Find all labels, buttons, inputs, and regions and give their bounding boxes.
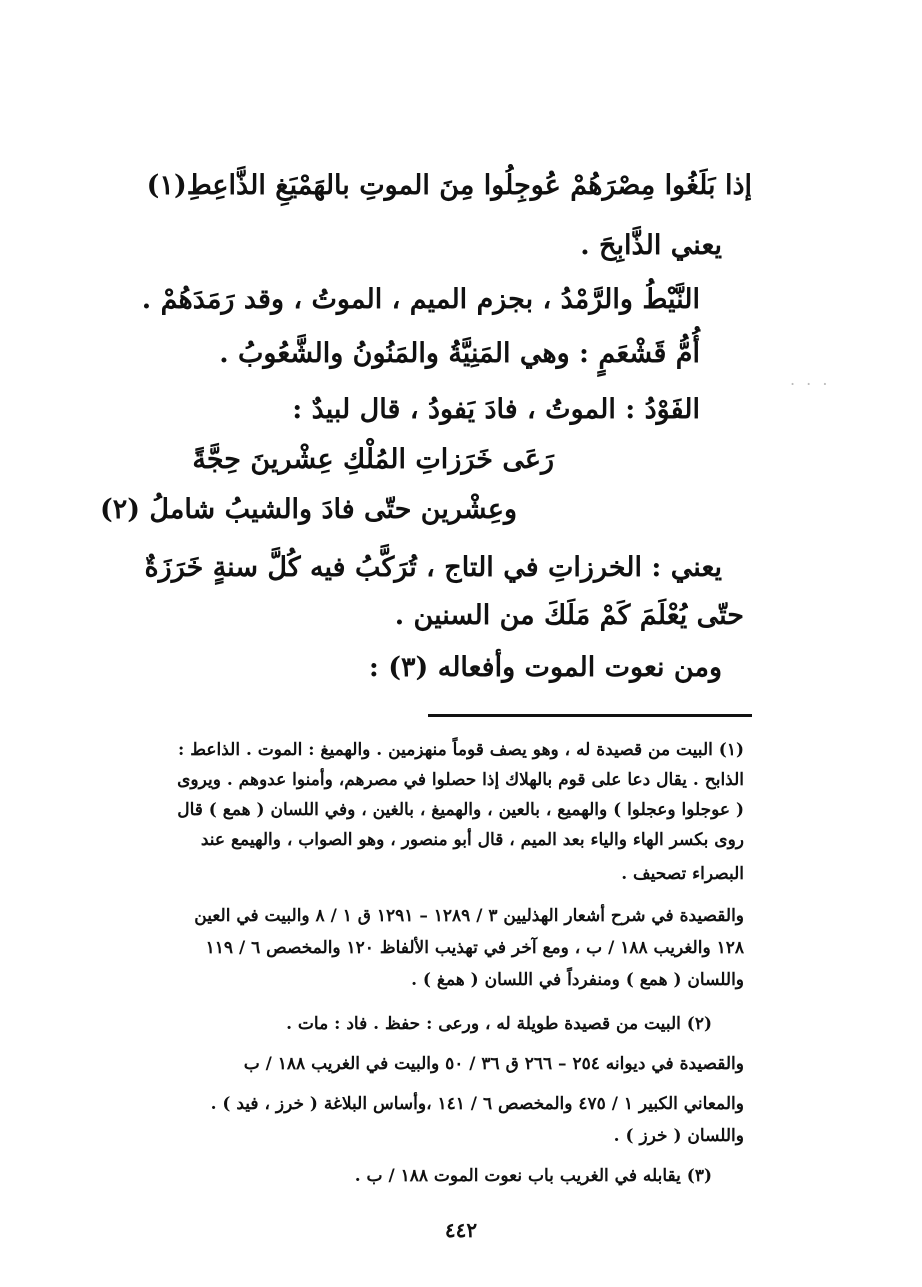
footnote-2-line-1: (٢) البيت من قصيدة طويلة له ، ورعى : حفظ . فاد : مات . [286, 1014, 712, 1034]
footnote-1-line-1: (١) البيت من قصيدة له ، وهو يصف قوماً منهزمين . والهميغ : الموت . الذاعط : [178, 740, 744, 760]
main-line-10: ومن نعوت الموت وأفعاله (٣) : [368, 652, 722, 683]
footnote-separator [428, 714, 752, 717]
main-line-3: النَّيْطُ والرَّمْدُ ، بجزم الميم ، الموتُ ، وقد رَمَدَهُمْ . [141, 284, 700, 315]
footnote-2-source-line-1: والقصيدة في ديوانه ٢٥٤ – ٢٦٦ ق ٣٦ / ٥٠ والبيت في الغريب ١٨٨ / ب [243, 1054, 744, 1074]
page-number: ٤٤٢ [444, 1218, 478, 1242]
main-line-1: إذا بَلَغُوا مِصْرَهُمْ عُوجِلُوا مِنَ الموتِ بالهَمْيَغِ الذَّاعِطِ(١) [146, 170, 752, 201]
verse-hemistich-2: وعِشْرين حتّى فادَ والشيبُ شاملُ (٢) [99, 494, 517, 525]
footnote-1-line-2: الذابح . يقال دعا على قوم بالهلاك إذا حصلوا في مصرهم، وأمنوا عدوهم . ويروى [177, 770, 744, 790]
footnote-1-line-4: روى بكسر الهاء والياء بعد الميم ، قال أبو منصور ، وهو الصواب ، والهيمع عند [200, 830, 744, 850]
verse-hemistich-1: رَعَى خَرَزاتِ المُلْكِ عِشْرينَ حِجَّةً [192, 444, 554, 475]
footnote-1-line-5: البصراء تصحيف . [621, 864, 744, 884]
margin-mark: . . . [790, 370, 831, 389]
footnote-2-source-line-3: واللسان ( خرز ) . [613, 1126, 744, 1146]
main-line-9: حتّى يُعْلَمَ كَمْ مَلَكَ من السنين . [394, 600, 744, 631]
main-line-8: يعني : الخرزاتِ في التاج ، تُرَكَّبُ فيه كُلَّ سنةٍ خَرَزَةٌ [144, 552, 722, 583]
footnote-3-line-1: (٣) يقابله في الغريب باب نعوت الموت ١٨٨ / ب . [354, 1166, 712, 1186]
footnote-2-source-line-2: والمعاني الكبير ١ / ٤٧٥ والمخصص ٦ / ١٤١ ،وأساس البلاغة ( خرز ، فيد ) . [210, 1094, 744, 1114]
main-line-4: أُمُّ قَشْعَمٍ : وهي المَنِيَّةُ والمَنُونُ والشَّعُوبُ . [219, 338, 700, 369]
main-line-5: الفَوْدُ : الموتُ ، فادَ يَفودُ ، قال لبيدٌ : [292, 394, 700, 425]
footnote-1-line-3: ( عوجلوا وعجلوا ) والهميع ، بالعين ، والهميغ ، بالغين ، وفي اللسان ( همع ) قال [177, 800, 744, 820]
footnote-1-source-line-3: واللسان ( همع ) ومنفرداً في اللسان ( همغ ) . [411, 970, 744, 990]
main-line-2: يعني الذَّابِحَ . [580, 230, 722, 261]
footnote-1-source-line-1: والقصيدة في شرح أشعار الهذليين ٣ / ١٢٨٩ – ١٢٩١ ق ١ / ٨ والبيت في العين [194, 906, 744, 926]
footnote-1-source-line-2: ١٢٨ والغريب ١٨٨ / ب ، ومع آخر في تهذيب الألفاظ ١٢٠ والمخصص ٦ / ١١٩ [205, 938, 744, 958]
